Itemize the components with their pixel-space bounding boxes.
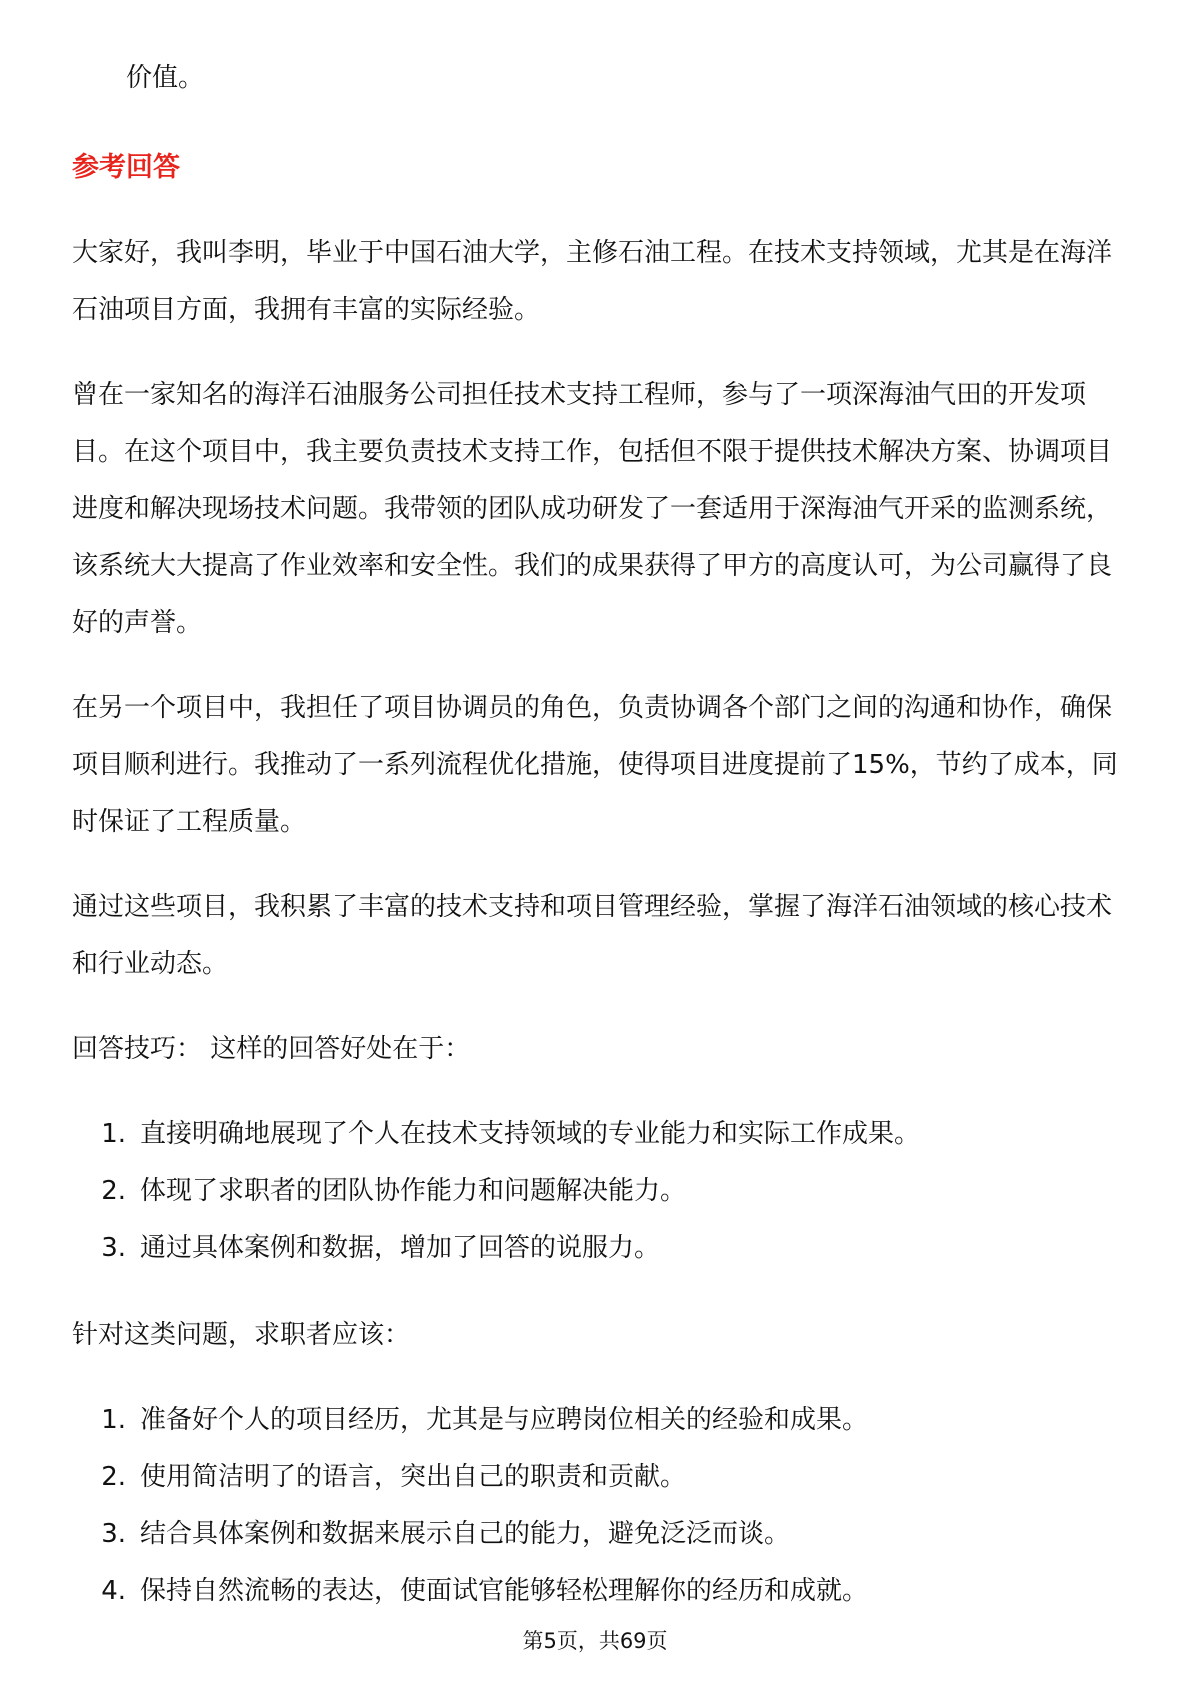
list-number: 1. [101,1405,126,1435]
list-item-text: 准备好个人的项目经历，尤其是与应聘岗位相关的经验和成果。 [140,1405,869,1435]
paragraph: 大家好，我叫李明，毕业于中国石油大学，主修石油工程。在技术支持领域，尤其是在海洋石油项目方面，我拥有丰富的实际经验。 [72,238,1113,325]
list-number: 2. [101,1462,126,1492]
advice-list [72,1392,1120,1620]
list-number: 3. [101,1519,126,1549]
list-item-text: 通过具体案例和数据，增加了回答的说服力。 [140,1233,661,1263]
tips-intro: 回答技巧： 这样的回答好处在于： [72,1034,471,1064]
list-item [72,1449,1120,1506]
list-item [72,1220,1120,1277]
list-item-text: 结合具体案例和数据来展示自己的能力，避免泛泛而谈。 [140,1519,791,1549]
list-number: 1. [101,1119,126,1149]
list-number: 4. [101,1576,126,1606]
tips-list [72,1106,1120,1277]
paragraph: 在另一个项目中，我担任了项目协调员的角色，负责协调各个部门之间的沟通和协作，确保项目顺利进行。我推动了一系列流程优化措施，使得项目进度提前了15%，节约了成本，同时保证了工程质量。 [72,693,1118,837]
section-title: 参考回答 [72,152,180,183]
list-item-text: 体现了求职者的团队协作能力和问题解决能力。 [140,1176,687,1206]
list-number: 3. [101,1233,126,1263]
list-item [72,1506,1120,1563]
advice-intro: 针对这类问题，求职者应该： [72,1320,411,1350]
list-item-text: 使用简洁明了的语言，突出自己的职责和贡献。 [140,1462,687,1492]
continued-text: 价值。 [126,63,205,93]
list-item [72,1163,1120,1220]
list-item [72,1106,1120,1163]
page-content [72,50,1120,1650]
page-footer: 第5页，共69页 [522,1629,668,1653]
paragraph: 通过这些项目，我积累了丰富的技术支持和项目管理经验，掌握了海洋石油领域的核心技术和行业动态。 [72,892,1113,979]
list-number: 2. [101,1176,126,1206]
paragraph: 曾在一家知名的海洋石油服务公司担任技术支持工程师，参与了一项深海油气田的开发项目。在这个项目中，我主要负责技术支持工作，包括但不限于提供技术解决方案、协调项目进度和解决现场技术问题。我带领的团队成功研发了一套适用于深海油气开采的监测系统，该系统大大提高了作业效率和安全性。我们的成果获得了甲方的高度认可，为公司赢得了良好的声誉。 [72,380,1113,638]
list-item [72,1563,1120,1620]
list-item [72,1392,1120,1449]
list-item-text: 保持自然流畅的表达，使面试官能够轻松理解你的经历和成就。 [140,1576,869,1606]
list-item-text: 直接明确地展现了个人在技术支持领域的专业能力和实际工作成果。 [140,1119,921,1149]
